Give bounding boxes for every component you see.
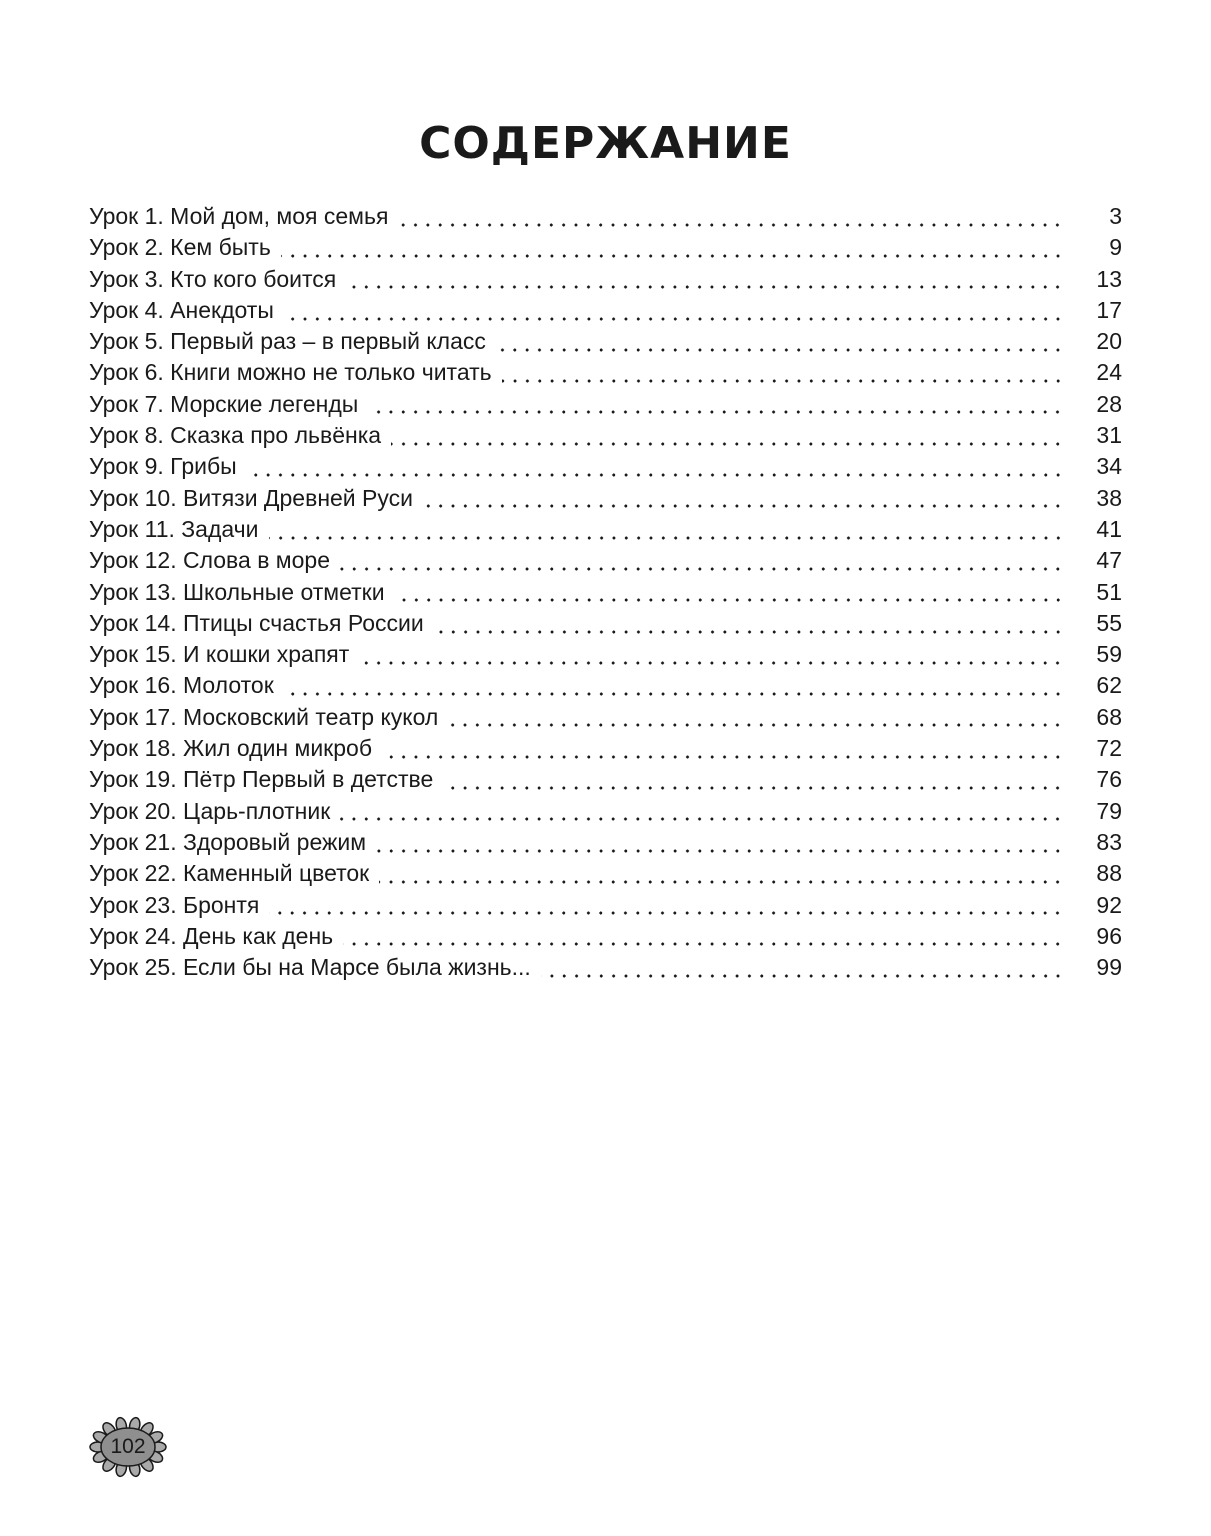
toc-dot-leader xyxy=(496,348,1064,352)
toc-dot-leader xyxy=(284,317,1064,321)
toc-entry-page: 47 xyxy=(1096,547,1122,574)
toc-entry[interactable] xyxy=(89,357,1122,388)
toc-entry-page: 92 xyxy=(1096,891,1122,918)
table-of-contents xyxy=(89,201,1122,983)
toc-entry-title: Урок 4. Анекдоты xyxy=(89,296,274,323)
toc-entry-page: 31 xyxy=(1096,422,1122,449)
toc-entry-title: Урок 8. Сказка про львёнка xyxy=(89,422,382,449)
toc-dot-leader xyxy=(368,410,1064,414)
toc-entry[interactable] xyxy=(89,545,1122,576)
toc-entry-title: Урок 22. Каменный цветок xyxy=(89,860,370,887)
toc-entry[interactable] xyxy=(89,733,1122,764)
toc-dot-leader xyxy=(395,598,1064,602)
toc-dot-leader xyxy=(379,880,1064,884)
toc-dot-leader xyxy=(340,817,1064,821)
toc-entry[interactable] xyxy=(89,764,1122,795)
toc-entry-title: Урок 17. Московский театр кукол xyxy=(89,703,439,730)
toc-entry-title: Урок 7. Морские легенды xyxy=(89,390,359,417)
toc-dot-leader xyxy=(448,723,1064,727)
toc-entry[interactable] xyxy=(89,295,1122,326)
page-title: СОДЕРЖАНИЕ xyxy=(419,118,792,169)
toc-entry-page: 62 xyxy=(1096,672,1122,699)
toc-dot-leader xyxy=(247,473,1064,477)
toc-entry[interactable] xyxy=(89,952,1122,983)
toc-entry[interactable] xyxy=(89,608,1122,639)
toc-dot-leader xyxy=(281,254,1064,258)
toc-entry-title: Урок 2. Кем быть xyxy=(89,234,271,261)
toc-entry-title: Урок 9. Грибы xyxy=(89,453,237,480)
toc-entry[interactable] xyxy=(89,796,1122,827)
toc-entry-title: Урок 18. Жил один микроб xyxy=(89,735,372,762)
toc-dot-leader xyxy=(343,942,1064,946)
toc-entry-page: 79 xyxy=(1096,797,1122,824)
toc-entry[interactable] xyxy=(89,890,1122,921)
toc-entry-title: Урок 16. Молоток xyxy=(89,672,274,699)
toc-entry[interactable] xyxy=(89,577,1122,608)
toc-entry[interactable] xyxy=(89,514,1122,545)
toc-entry-title: Урок 5. Первый раз – в первый класс xyxy=(89,328,486,355)
toc-dot-leader xyxy=(423,504,1064,508)
toc-entry[interactable] xyxy=(89,483,1122,514)
toc-entry[interactable] xyxy=(89,670,1122,701)
toc-entry-page: 24 xyxy=(1096,359,1122,386)
toc-dot-leader xyxy=(443,786,1064,790)
toc-dot-leader xyxy=(541,974,1064,978)
toc-dot-leader xyxy=(269,536,1065,540)
toc-entry-page: 59 xyxy=(1096,641,1122,668)
toc-entry[interactable] xyxy=(89,420,1122,451)
toc-dot-leader xyxy=(502,379,1064,383)
toc-dot-leader xyxy=(359,661,1064,665)
toc-entry-page: 68 xyxy=(1096,703,1122,730)
toc-dot-leader xyxy=(376,849,1064,853)
toc-entry-page: 83 xyxy=(1096,828,1122,855)
toc-entry-title: Урок 13. Школьные отметки xyxy=(89,578,385,605)
page-number-badge xyxy=(88,1415,168,1479)
toc-entry[interactable] xyxy=(89,921,1122,952)
toc-entry-page: 55 xyxy=(1096,609,1122,636)
toc-entry-title: Урок 12. Слова в море xyxy=(89,547,330,574)
toc-dot-leader xyxy=(434,630,1064,634)
toc-entry-title: Урок 11. Задачи xyxy=(89,515,259,542)
toc-entry-page: 13 xyxy=(1096,265,1122,292)
toc-entry[interactable] xyxy=(89,326,1122,357)
toc-entry-title: Урок 25. Если бы на Марсе была жизнь... xyxy=(89,954,531,981)
toc-entry[interactable] xyxy=(89,389,1122,420)
toc-entry[interactable] xyxy=(89,702,1122,733)
toc-dot-leader xyxy=(346,285,1064,289)
toc-entry-page: 99 xyxy=(1096,954,1122,981)
toc-dot-leader xyxy=(398,223,1064,227)
toc-entry[interactable] xyxy=(89,201,1122,232)
toc-entry-title: Урок 1. Мой дом, моя семья xyxy=(89,203,389,229)
toc-entry-title: Урок 6. Книги можно не только читать xyxy=(89,359,492,386)
toc-entry-page: 96 xyxy=(1096,922,1122,949)
toc-entry[interactable] xyxy=(89,827,1122,858)
toc-entry-title: Урок 19. Пётр Первый в детстве xyxy=(89,766,434,793)
toc-entry-title: Урок 15. И кошки храпят xyxy=(89,641,350,668)
toc-entry-page: 72 xyxy=(1096,735,1122,762)
toc-entry-page: 38 xyxy=(1096,484,1122,511)
toc-entry-title: Урок 20. Царь-плотник xyxy=(89,797,331,824)
toc-entry-title: Урок 10. Витязи Древней Руси xyxy=(89,484,413,511)
toc-entry-page: 20 xyxy=(1096,328,1122,355)
toc-dot-leader xyxy=(269,911,1064,915)
toc-entry-page: 76 xyxy=(1096,766,1122,793)
page-number: 102 xyxy=(110,1435,146,1458)
toc-entry-title: Урок 24. День как день xyxy=(89,922,334,949)
toc-entry-page: 3 xyxy=(1109,203,1122,229)
toc-entry-title: Урок 21. Здоровый режим xyxy=(89,828,367,855)
toc-entry[interactable] xyxy=(89,858,1122,889)
toc-dot-leader xyxy=(284,692,1064,696)
toc-entry-title: Урок 14. Птицы счастья России xyxy=(89,609,424,636)
toc-dot-leader xyxy=(340,567,1064,571)
toc-entry[interactable] xyxy=(89,639,1122,670)
toc-entry-page: 41 xyxy=(1096,515,1122,542)
toc-entry-page: 34 xyxy=(1096,453,1122,480)
toc-entry-page: 28 xyxy=(1096,390,1122,417)
toc-entry-page: 9 xyxy=(1109,234,1122,261)
toc-dot-leader xyxy=(382,755,1064,759)
toc-entry[interactable] xyxy=(89,232,1122,263)
toc-entry-page: 51 xyxy=(1096,578,1122,605)
toc-dot-leader xyxy=(391,442,1064,446)
toc-entry-title: Урок 23. Бронтя xyxy=(89,891,260,918)
toc-entry[interactable] xyxy=(89,451,1122,482)
toc-entry-page: 17 xyxy=(1096,296,1122,323)
toc-entry-page: 88 xyxy=(1096,860,1122,887)
toc-entry[interactable] xyxy=(89,264,1122,295)
toc-entry-title: Урок 3. Кто кого боится xyxy=(89,265,337,292)
